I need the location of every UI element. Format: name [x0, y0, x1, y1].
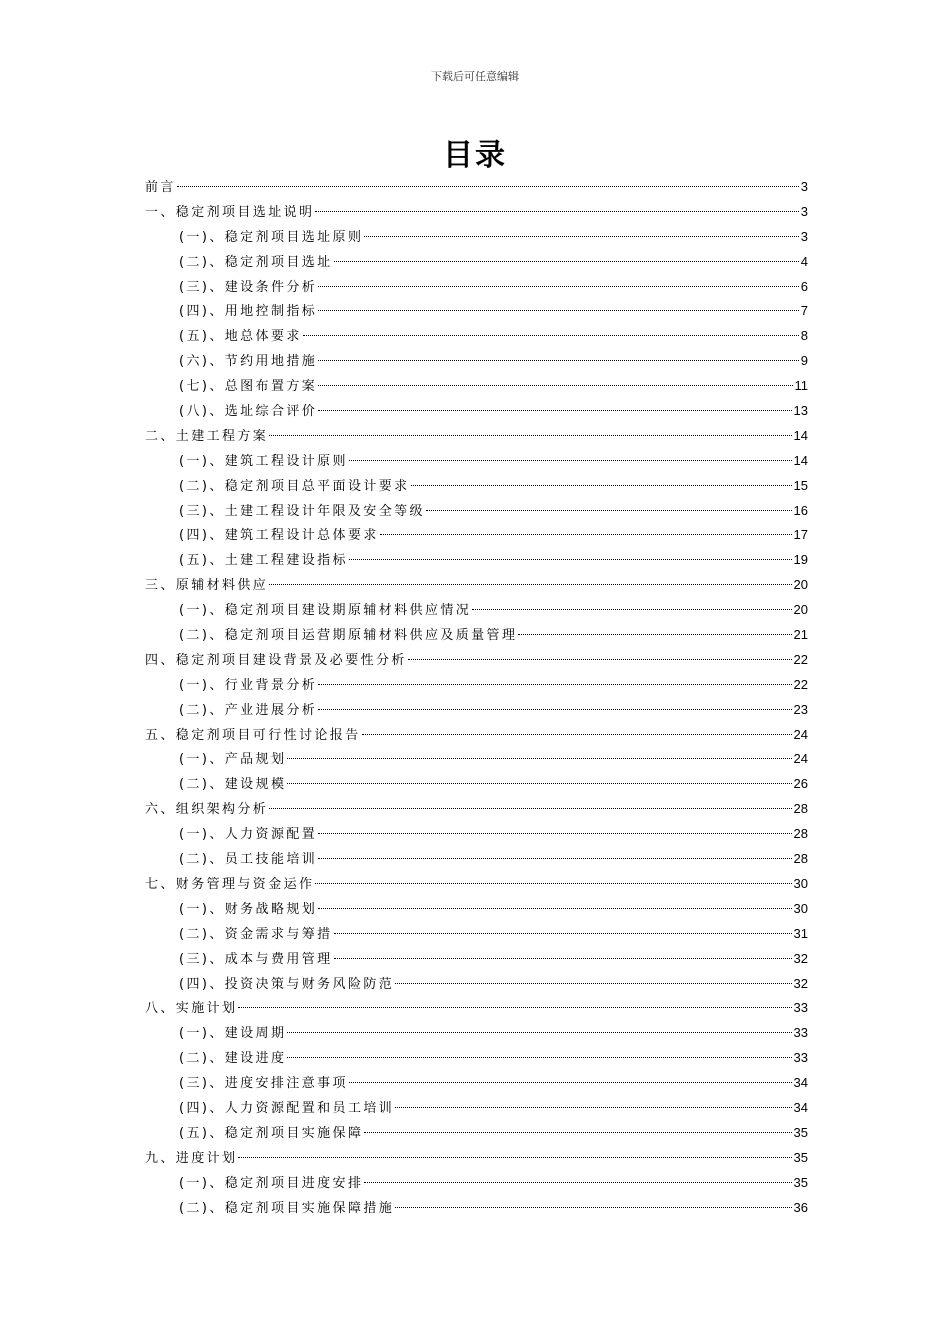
toc-entry-label: (二)、稳定剂项目实施保障措施 — [179, 1200, 395, 1216]
toc-dot-leader — [303, 335, 799, 336]
toc-entry-label: (五)、地总体要求 — [179, 329, 302, 345]
toc-dot-leader — [334, 261, 799, 262]
toc-entry-page-number: 3 — [800, 179, 808, 194]
toc-dot-leader — [269, 584, 791, 585]
toc-dot-leader — [318, 286, 799, 287]
toc-entry-label: (四)、投资决策与财务风险防范 — [179, 976, 395, 992]
toc-entry[interactable] — [145, 573, 808, 598]
toc-entry-label: (一)、稳定剂项目进度安排 — [179, 1175, 364, 1191]
toc-entry-label: (七)、总图布置方案 — [179, 379, 318, 395]
toc-dot-leader — [395, 983, 791, 984]
toc-entry-label: (五)、稳定剂项目实施保障 — [179, 1125, 364, 1141]
toc-dot-leader — [315, 883, 791, 884]
toc-entry-page-number: 7 — [800, 303, 808, 319]
toc-title: 目录 — [443, 138, 507, 173]
toc-entry[interactable] — [145, 996, 808, 1021]
toc-entry[interactable] — [145, 399, 808, 424]
toc-dot-leader — [318, 385, 792, 386]
toc-entry-page-number: 3 — [800, 228, 808, 244]
toc-entry-page-number: 31 — [793, 925, 808, 941]
toc-dot-leader — [334, 958, 792, 959]
toc-entry[interactable] — [145, 623, 808, 648]
toc-entry-page-number: 24 — [793, 726, 808, 742]
toc-entry-page-number: 35 — [793, 1124, 808, 1140]
toc-entry[interactable] — [145, 698, 808, 723]
toc-entry-page-number: 30 — [793, 900, 808, 916]
toc-dot-leader — [318, 410, 791, 411]
toc-entry[interactable] — [145, 1171, 808, 1196]
toc-entry-page-number: 28 — [793, 801, 808, 817]
toc-dot-leader — [238, 1157, 791, 1158]
toc-dot-leader — [177, 186, 799, 187]
toc-dot-leader — [318, 310, 799, 311]
toc-entry-label: (一)、人力资源配置 — [179, 827, 318, 843]
toc-entry[interactable] — [145, 723, 808, 748]
toc-entry-page-number: 20 — [793, 577, 808, 593]
toc-entry-label: (五)、土建工程建设指标 — [179, 553, 348, 569]
toc-dot-leader — [334, 933, 792, 934]
toc-dot-leader — [287, 1032, 791, 1033]
toc-entry[interactable] — [145, 175, 808, 200]
toc-entry[interactable] — [145, 374, 808, 399]
toc-entry[interactable] — [145, 449, 808, 474]
toc-entry-label: (一)、稳定剂项目选址原则 — [179, 229, 364, 245]
toc-entry-label: (一)、稳定剂项目建设期原辅材料供应情况 — [179, 603, 472, 619]
toc-entry-page-number: 35 — [793, 1149, 808, 1165]
toc-entry-label: 六、组织架构分析 — [145, 802, 269, 818]
toc-entry-label: (一)、建设周期 — [179, 1026, 287, 1042]
toc-entry-label: (八)、选址综合评价 — [179, 404, 318, 420]
toc-entry[interactable] — [145, 847, 808, 872]
toc-entry[interactable] — [145, 275, 808, 300]
toc-entry-page-number: 33 — [793, 1025, 808, 1041]
toc-entry-page-number: 14 — [793, 427, 808, 443]
toc-entry-page-number: 30 — [793, 875, 808, 891]
toc-dot-leader — [364, 1182, 791, 1183]
table-of-contents — [145, 175, 808, 1220]
toc-dot-leader — [238, 1007, 791, 1008]
toc-entry[interactable] — [145, 299, 808, 324]
toc-entry-label: (三)、土建工程设计年限及安全等级 — [179, 503, 425, 519]
toc-entry-label: (一)、产品规划 — [179, 752, 287, 768]
toc-entry-page-number: 16 — [793, 502, 808, 518]
toc-entry[interactable] — [145, 523, 808, 548]
toc-dot-leader — [318, 858, 791, 859]
toc-entry-page-number: 3 — [800, 203, 808, 219]
toc-dot-leader — [349, 559, 792, 560]
toc-entry-label: (二)、产业进展分析 — [179, 702, 318, 718]
toc-entry-page-number: 24 — [793, 751, 808, 767]
toc-entry[interactable] — [145, 1021, 808, 1046]
toc-entry-label: (二)、建设进度 — [179, 1051, 287, 1067]
toc-dot-leader — [318, 833, 791, 834]
toc-entry-page-number: 19 — [793, 552, 808, 568]
toc-entry[interactable] — [145, 349, 808, 374]
toc-entry[interactable] — [145, 598, 808, 623]
toc-entry-page-number: 17 — [793, 527, 808, 543]
toc-entry-page-number: 32 — [793, 950, 808, 966]
toc-dot-leader — [411, 485, 792, 486]
toc-entry[interactable] — [145, 1121, 808, 1146]
toc-entry[interactable] — [145, 747, 808, 772]
toc-entry-page-number: 13 — [793, 403, 808, 419]
toc-entry-label: (一)、行业背景分析 — [179, 677, 318, 693]
toc-entry-label: (一)、财务战略规划 — [179, 901, 318, 917]
toc-entry-label: (二)、员工技能培训 — [179, 852, 318, 868]
toc-entry-label: (二)、建设规模 — [179, 777, 287, 793]
toc-dot-leader — [287, 1057, 791, 1058]
toc-entry-label: 前言 — [145, 180, 176, 195]
toc-dot-leader — [364, 1132, 791, 1133]
toc-entry-page-number: 33 — [793, 1050, 808, 1066]
toc-entry[interactable] — [145, 822, 808, 847]
toc-dot-leader — [287, 783, 791, 784]
page-header: 下载后可任意编辑 — [431, 70, 519, 83]
toc-entry-page-number: 22 — [793, 651, 808, 667]
toc-entry-page-number: 9 — [800, 353, 808, 369]
toc-entry-page-number: 28 — [793, 851, 808, 867]
toc-entry-label: (一)、建筑工程设计原则 — [179, 453, 348, 469]
toc-entry[interactable] — [145, 797, 808, 822]
toc-entry-page-number: 4 — [800, 253, 808, 269]
toc-entry[interactable] — [145, 1146, 808, 1171]
toc-entry-label: 二、土建工程方案 — [145, 428, 269, 444]
toc-entry[interactable] — [145, 1196, 808, 1221]
toc-dot-leader — [287, 758, 791, 759]
toc-entry-page-number: 15 — [793, 477, 808, 493]
toc-entry[interactable] — [145, 200, 808, 225]
toc-entry-page-number: 36 — [793, 1199, 808, 1215]
toc-dot-leader — [362, 734, 792, 735]
toc-entry[interactable] — [145, 648, 808, 673]
toc-dot-leader — [364, 236, 798, 237]
toc-dot-leader — [349, 460, 792, 461]
toc-entry-page-number: 33 — [793, 1000, 808, 1016]
toc-entry-page-number: 22 — [793, 676, 808, 692]
toc-entry-page-number: 32 — [793, 975, 808, 991]
toc-entry[interactable] — [145, 324, 808, 349]
toc-dot-leader — [472, 609, 791, 610]
toc-dot-leader — [318, 684, 791, 685]
toc-dot-leader — [426, 510, 792, 511]
toc-entry-page-number: 35 — [793, 1174, 808, 1190]
toc-entry-label: 一、稳定剂项目选址说明 — [145, 204, 315, 220]
toc-entry-label: 三、原辅材料供应 — [145, 578, 269, 594]
toc-entry-label: (四)、用地控制指标 — [179, 304, 318, 320]
toc-entry-label: 八、实施计划 — [145, 1001, 238, 1017]
toc-entry-label: (三)、建设条件分析 — [179, 279, 318, 295]
toc-dot-leader — [380, 534, 792, 535]
toc-dot-leader — [318, 709, 791, 710]
toc-dot-leader — [395, 1207, 791, 1208]
toc-entry-label: (六)、节约用地措施 — [179, 354, 318, 370]
toc-entry[interactable] — [145, 1046, 808, 1071]
toc-entry-label: 七、财务管理与资金运作 — [145, 876, 315, 892]
toc-entry[interactable] — [145, 548, 808, 573]
toc-entry-label: (四)、人力资源配置和员工培训 — [179, 1100, 395, 1116]
toc-entry-page-number: 26 — [793, 776, 808, 792]
toc-dot-leader — [395, 1107, 791, 1108]
toc-entry[interactable] — [145, 772, 808, 797]
toc-entry-label: 五、稳定剂项目可行性讨论报告 — [145, 727, 361, 743]
toc-entry[interactable] — [145, 1071, 808, 1096]
toc-entry[interactable] — [145, 673, 808, 698]
toc-entry-label: 四、稳定剂项目建设背景及必要性分析 — [145, 652, 407, 668]
toc-dot-leader — [315, 211, 798, 212]
toc-entry-page-number: 6 — [800, 278, 808, 294]
toc-entry-label: (三)、进度安排注意事项 — [179, 1076, 348, 1092]
toc-entry-page-number: 34 — [793, 1075, 808, 1091]
toc-entry[interactable] — [145, 972, 808, 997]
toc-entry[interactable] — [145, 1096, 808, 1121]
toc-entry-page-number: 20 — [793, 602, 808, 618]
toc-entry-page-number: 21 — [793, 627, 808, 643]
toc-entry[interactable] — [145, 897, 808, 922]
toc-dot-leader — [269, 435, 791, 436]
toc-entry[interactable] — [145, 474, 808, 499]
toc-entry[interactable] — [145, 922, 808, 947]
toc-entry-page-number: 8 — [800, 328, 808, 344]
toc-entry[interactable] — [145, 872, 808, 897]
toc-dot-leader — [269, 808, 791, 809]
toc-entry[interactable] — [145, 947, 808, 972]
toc-entry-label: (二)、稳定剂项目总平面设计要求 — [179, 478, 410, 494]
toc-dot-leader — [318, 908, 791, 909]
toc-entry-label: (二)、稳定剂项目运营期原辅材料供应及质量管理 — [179, 628, 518, 644]
toc-entry-label: (四)、建筑工程设计总体要求 — [179, 528, 379, 544]
toc-entry[interactable] — [145, 250, 808, 275]
toc-entry-label: (三)、成本与费用管理 — [179, 951, 333, 967]
toc-entry-page-number: 28 — [793, 826, 808, 842]
toc-entry-label: 九、进度计划 — [145, 1150, 238, 1166]
toc-entry-label: (二)、稳定剂项目选址 — [179, 254, 333, 270]
toc-entry-page-number: 34 — [793, 1099, 808, 1115]
toc-entry[interactable] — [145, 225, 808, 250]
toc-entry-label: (二)、资金需求与筹措 — [179, 926, 333, 942]
toc-entry[interactable] — [145, 499, 808, 524]
toc-entry-page-number: 14 — [793, 452, 808, 468]
toc-entry-page-number: 11 — [794, 378, 808, 394]
toc-entry[interactable] — [145, 424, 808, 449]
toc-dot-leader — [408, 659, 792, 660]
toc-dot-leader — [349, 1082, 792, 1083]
toc-entry-page-number: 23 — [793, 701, 808, 717]
toc-dot-leader — [318, 360, 799, 361]
toc-dot-leader — [518, 634, 791, 635]
